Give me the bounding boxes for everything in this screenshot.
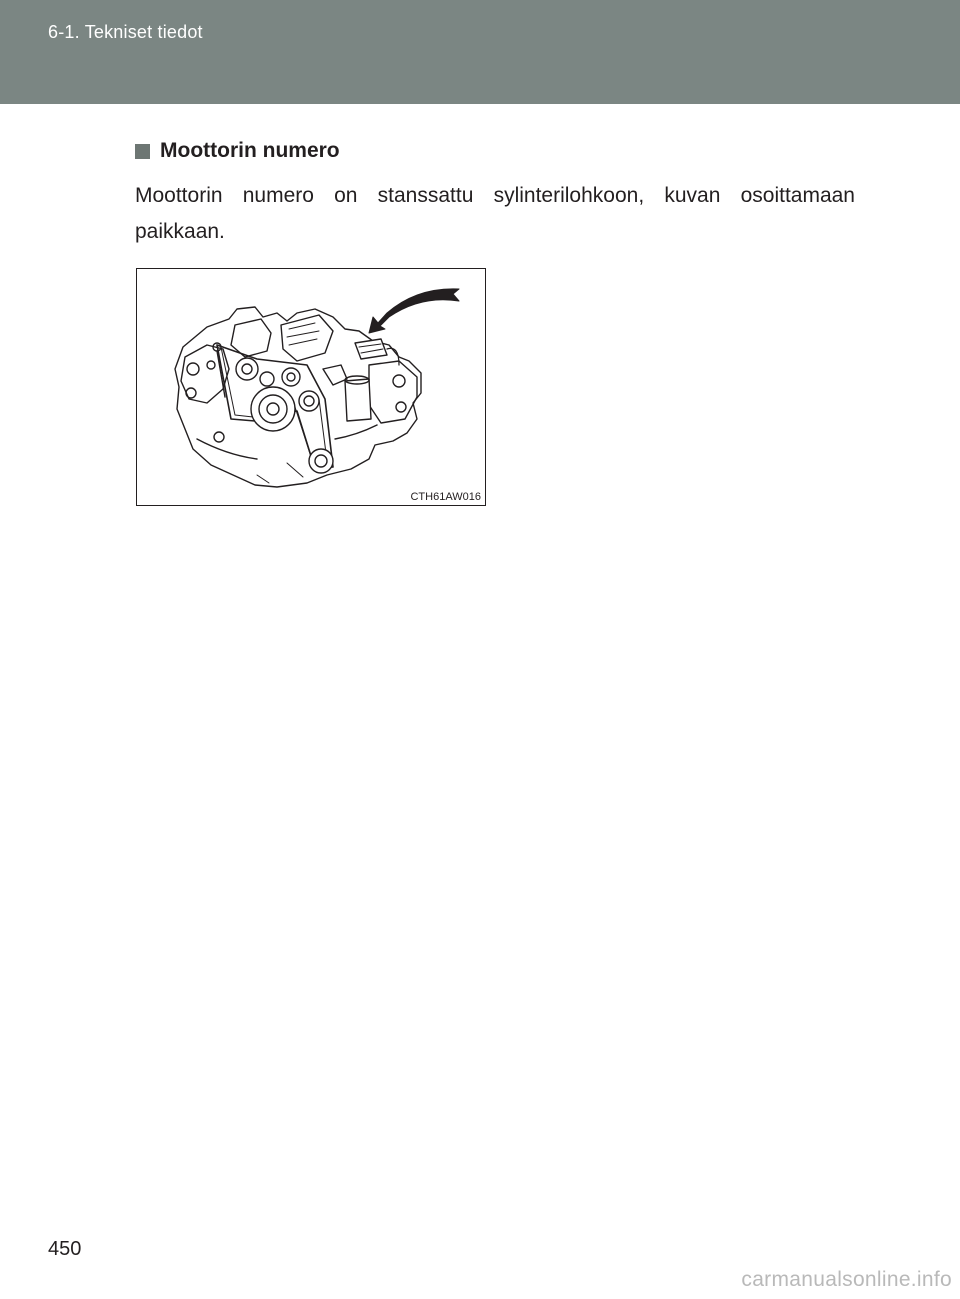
figure-code: CTH61AW016 bbox=[410, 491, 481, 503]
engine-illustration bbox=[137, 269, 485, 505]
body-paragraph: Moottorin numero on stanssattu sylinterilohkoon, kuvan osoittamaan paikkaan. bbox=[135, 184, 855, 243]
header-band bbox=[0, 0, 960, 104]
watermark: carmanualsonline.info bbox=[741, 1268, 952, 1291]
page-number: 450 bbox=[48, 1238, 82, 1260]
section-title: 6-1. Tekniset tiedot bbox=[48, 22, 203, 42]
section-heading bbox=[135, 139, 340, 163]
engine-figure bbox=[136, 268, 486, 506]
bullet-square-icon bbox=[135, 144, 150, 159]
heading-text: Moottorin numero bbox=[160, 139, 340, 162]
